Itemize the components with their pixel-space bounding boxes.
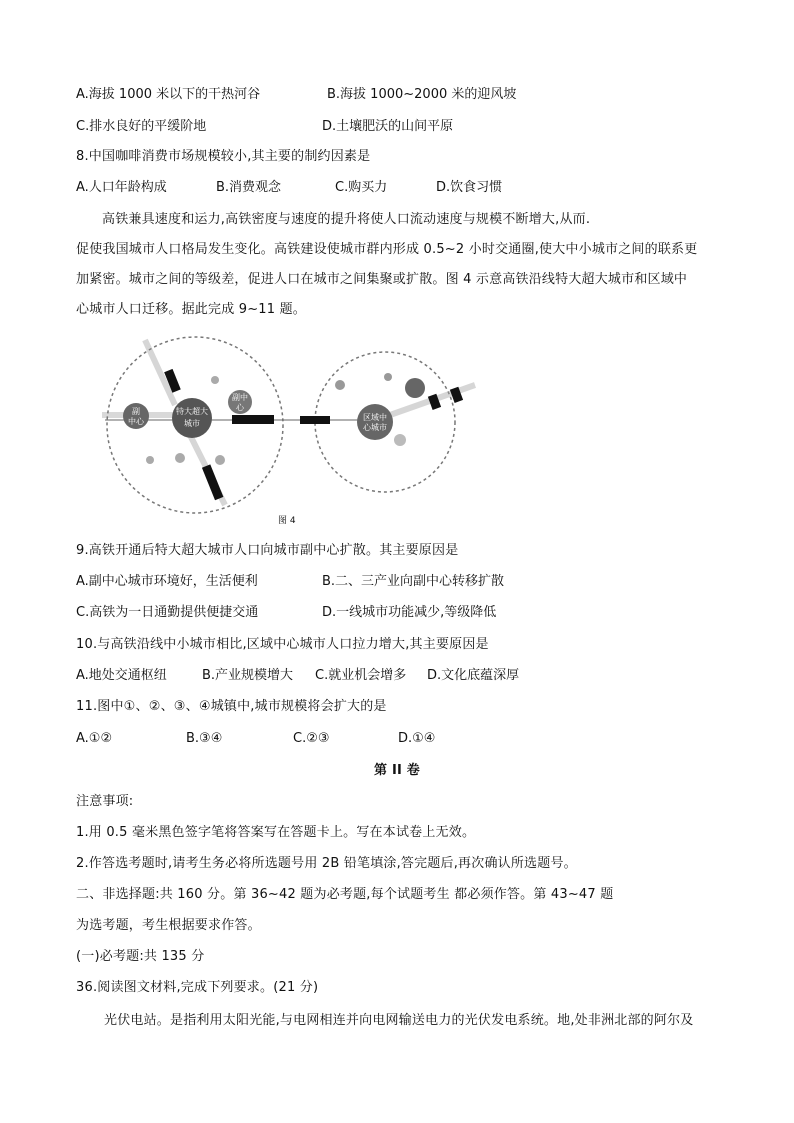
settlement-6	[215, 455, 225, 465]
migration-bar-mid	[300, 416, 330, 424]
q8-option-d: D.饮食习惯	[436, 180, 503, 195]
mega-city-label-1: 特大超大	[176, 407, 208, 416]
part-2-line-2: 为选考题，考生根据要求作答。	[76, 918, 261, 933]
sub-center-right-label-2: 心	[236, 403, 244, 412]
q7-option-c: C.排水良好的平缓阶地	[76, 119, 207, 134]
section-2-title: 第 II 卷	[374, 763, 420, 778]
notice-1: 1.用 0.5 毫米黑色签字笔将答案写在答题卡上。写在本试卷上无效。	[76, 825, 476, 840]
q9-option-a: A.副中心城市环境好，生活便利	[76, 574, 258, 589]
city-migration-diagram	[100, 330, 500, 530]
part-2-line-1: 二、非选择题:共 160 分。第 36~42 题为必考题,每个试题考生 都必须作答。第 43~47 题	[76, 887, 614, 902]
small-town-circle	[405, 378, 425, 398]
figure-4	[100, 330, 500, 530]
q7-option-a: A.海拔 1000 米以下的干热河谷	[76, 87, 261, 102]
q8-option-a: A.人口年龄构成	[76, 180, 167, 195]
q7-option-d: D.土壤肥沃的山间平原	[322, 119, 454, 134]
sub-center-left-label-2: 中心	[128, 417, 144, 426]
q11-option-d: D.①④	[398, 731, 436, 746]
passage-line-2: 促使我国城市人口格局发生变化。高铁建设使城市群内形成 0.5~2 小时交通圈,使大中小城市之间的联系更	[76, 242, 698, 257]
q11-stem: 11.图中①、②、③、④城镇中,城市规模将会扩大的是	[76, 699, 387, 714]
q10-option-a: A.地处交通枢纽	[76, 668, 167, 683]
settlement-2	[384, 373, 392, 381]
q36-stem: 36.阅读图文材料,完成下列要求。(21 分)	[76, 980, 319, 995]
q11-option-b: B.③④	[186, 731, 223, 746]
passage-line-3: 加紧密。城市之间的等级差，促进人口在城市之间集聚或扩散。图 4 示意高铁沿线特大超大城市和区域中	[76, 272, 688, 287]
passage-line-1: 高铁兼具速度和运力,高铁密度与速度的提升将使人口流动速度与规模不断增大,从而.	[102, 212, 591, 227]
passage-line-4: 心城市人口迁移。据此完成 9~11 题。	[76, 302, 306, 317]
q7-option-b: B.海拔 1000~2000 米的迎风坡	[327, 87, 517, 102]
settlement-7	[211, 376, 219, 384]
sub-center-left-label-1: 副	[132, 407, 140, 416]
q9-option-b: B.二、三产业向副中心转移扩散	[322, 574, 505, 589]
q8-option-c: C.购买力	[335, 180, 388, 195]
figure-caption: 图 4	[278, 516, 296, 526]
migration-bar-south	[202, 464, 223, 500]
regional-center-label-2: 心城市	[363, 423, 387, 432]
q8-stem: 8.中国咖啡消费市场规模较小,其主要的制约因素是	[76, 149, 371, 164]
q9-option-c: C.高铁为一日通勤提供便捷交通	[76, 605, 259, 620]
mega-city-circle	[172, 398, 212, 438]
regional-center-label-1: 区域中	[363, 413, 387, 422]
q10-stem: 10.与高铁沿线中小城市相比,区域中心城市人口拉力增大,其主要原因是	[76, 637, 489, 652]
q10-option-c: C.就业机会增多	[315, 668, 407, 683]
q11-option-a: A.①②	[76, 731, 113, 746]
notice-title: 注意事项:	[76, 794, 134, 809]
q10-option-b: B.产业规模增大	[202, 668, 294, 683]
sub-center-right-label-1: 副中	[232, 393, 248, 402]
settlement-3	[394, 434, 406, 446]
settlement-5	[175, 453, 185, 463]
migration-bar-east	[232, 415, 274, 424]
mega-city-label-2: 城市	[184, 419, 200, 428]
settlement-4	[146, 456, 154, 464]
q36-text: 光伏电站。是指利用太阳光能,与电网相连并向电网输送电力的光伏发电系统。地,处非洲北部的阿尔及	[104, 1013, 694, 1028]
regional-center-circle	[357, 404, 393, 440]
settlement-1	[335, 380, 345, 390]
q9-option-d: D.一线城市功能减少,等级降低	[322, 605, 497, 620]
q8-option-b: B.消费观念	[216, 180, 282, 195]
q11-option-c: C.②③	[293, 731, 330, 746]
required-section: (一)必考题:共 135 分	[76, 949, 205, 964]
notice-2: 2.作答选考题时,请考生务必将所选题号用 2B 铅笔填涂,答完题后,再次确认所选题号。	[76, 856, 577, 871]
q9-stem: 9.高铁开通后特大超大城市人口向城市副中心扩散。其主要原因是	[76, 543, 459, 558]
q10-option-d: D.文化底蕴深厚	[427, 668, 520, 683]
